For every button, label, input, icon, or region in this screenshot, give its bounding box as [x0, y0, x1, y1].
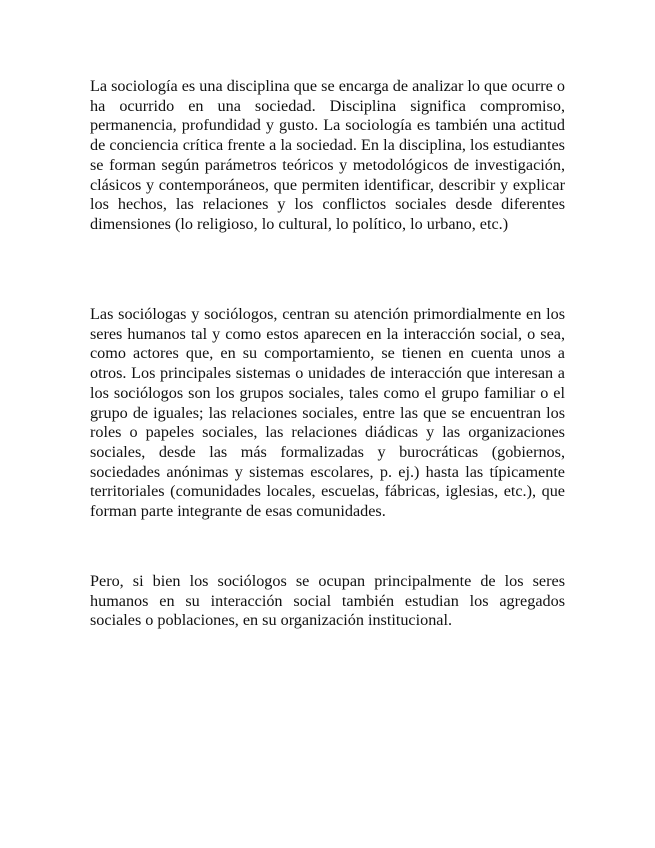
paragraph-sociologists-focus: Las sociólogas y sociólogos, centran su atención primordialmente en los seres humanos tal y como estos aparecen en la interacción social, o sea, como actores que, en su comportamiento, se tienen en cuenta unos a otros. Los principales sistemas o unidades de interacción que interesan a los sociólogos son los grupos sociales, tales como el grupo familiar o el grupo de iguales; las relaciones sociales, entre las que se encuentran los roles o papeles sociales, las relaciones diádicas y las organizaciones sociales, desde las más formalizadas y burocráticas (gobiernos, sociedades anónimas y sistemas escolares, p. ej.) hasta las típicamente territoriales (comunidades locales, escuelas, fábricas, iglesias, etc.), que forman parte integrante de esas comunidades. — [90, 305, 565, 521]
paragraph-sociology-definition: La sociología es una disciplina que se encarga de analizar lo que ocurre o ha ocurrido en una sociedad. Disciplina significa compromiso, permanencia, profundidad y gusto. La sociología es también una actitud de conciencia crítica frente a la sociedad. En la disciplina, los estudiantes se forman según parámetros teóricos y metodológicos de investigación, clásicos y contemporáneos, que permiten identificar, describir y explicar los hechos, las relaciones y los conflictos sociales desde diferentes dimensiones (lo religioso, lo cultural, lo político, lo urbano, etc.) — [90, 77, 565, 233]
paragraph-social-aggregates: Pero, si bien los sociólogos se ocupan principalmente de los seres humanos en su interacción social también estudian los agregados sociales o poblaciones, en su organización institucional. — [90, 572, 565, 630]
